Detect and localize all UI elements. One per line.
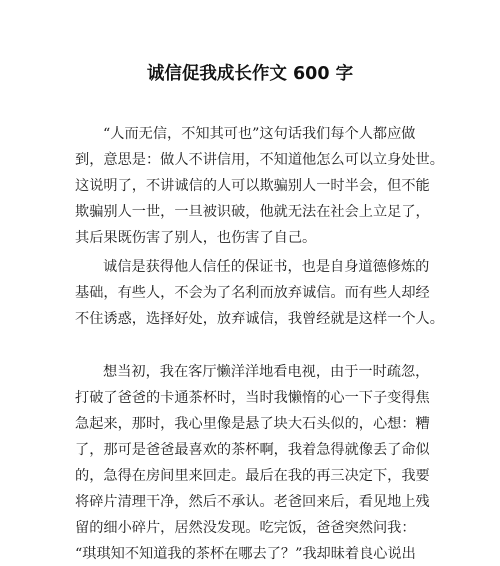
paragraph-3-line-7: 留的细小碎片，居然没发现。吃完饭，爸爸突然问我：	[75, 520, 416, 536]
paragraph-1-line-5: 其后果既伤害了别人，也伤害了自己。	[75, 230, 317, 246]
paragraph-2-line-3: 不住诱惑，选择好处，放弃诚信，我曾经就是这样一个人。	[75, 311, 444, 327]
paragraph-2-line-2: 基础，有些人，不会为了名利而放弃诚信。而有些人却经	[75, 285, 430, 301]
paragraph-3-line-3: 急起来，那时，我心里像是悬了块大石头似的，心想：糟	[75, 416, 430, 432]
paragraph-3-line-2: 打破了爸爸的卡通茶杯时，当时我懒惰的心一下子变得焦	[75, 390, 430, 406]
paragraph-1-line-1: “人而无信，不知其可也”这句话我们每个人都应做	[103, 126, 416, 142]
paragraph-3-line-8: “琪琪知不知道我的茶杯在哪去了？”我却昧着良心说出	[75, 546, 416, 562]
paragraph-1-line-4: 欺骗别人一世，一旦被识破，他就无法在社会上立足了，	[75, 204, 430, 220]
paragraph-2-line-1: 诚信是获得他人信任的保证书，也是自身道德修炼的	[103, 259, 430, 275]
paragraph-3-line-4: 了，那可是爸爸最喜欢的茶杯啊，我着急得就像丢了命似	[75, 442, 430, 458]
paragraph-1-line-2: 到，意思是：做人不讲信用，不知道他怎么可以立身处世。	[75, 152, 444, 168]
paragraph-1-line-3: 这说明了，不讲诚信的人可以欺骗别人一时半会，但不能	[75, 178, 430, 194]
paragraph-3-line-1: 想当初，我在客厅懒洋洋地看电视，由于一时疏忽，	[103, 364, 430, 380]
essay-title: 诚信促我成长作文 600 字	[146, 64, 354, 84]
paragraph-3-line-6: 将碎片清理干净，然后不承认。老爸回来后，看见地上残	[75, 494, 430, 510]
paragraph-3-line-5: 的，急得在房间里来回走。最后在我的再三决定下，我要	[75, 468, 430, 484]
